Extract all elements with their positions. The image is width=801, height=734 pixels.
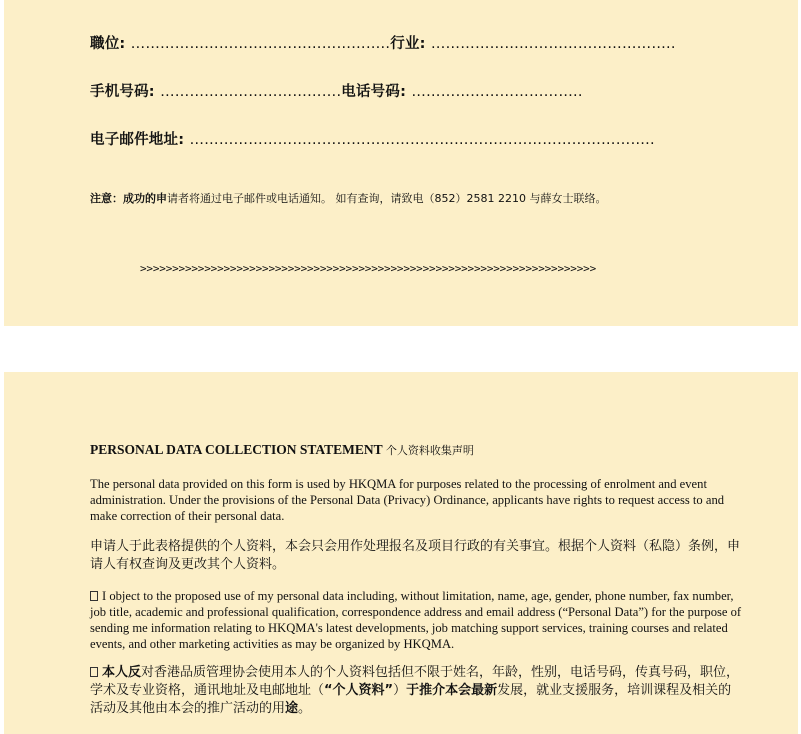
object-option-cn [90,664,742,718]
mobile-label: 手机号码: [90,84,155,100]
arrow-divider: >>>>>>>>>>>>>>>>>>>>>>>>>>>>>>>>>>>>>>>>>>>>>>>>>>>>>>>>>>>>>>>>>>>>>>> [140,262,597,275]
object-cn-text-4: 。 [298,701,312,716]
object-cn-bold-4: 途 [285,701,299,716]
mobile-field[interactable]: ………………………………. [160,84,342,100]
object-option-en [90,588,742,652]
phone-label: 电话号码: [341,84,407,100]
notice-text [90,190,606,206]
position-industry-row [90,32,676,53]
object-cn-bold-3: 于推介本会最新 [406,683,498,698]
industry-label: 行业: [390,36,426,52]
email-field[interactable]: ………………………………………………………………………………….. [189,132,655,148]
statement-paragraph-en: The personal data provided on this form is used by HKQMA for purposes related to the processing of enrolment and event administration. Under the provisions of the Personal Data (Privacy) Ordinance, applicants have rights to request access to and make correction of their personal data. [90,477,725,523]
email-label: 电子邮件地址: [90,132,185,148]
object-cn-text-1: 对香港品质管理协会使用本人的个人资料包括但不限于姓名，年龄，性别，电话号码，传真号码，职位，学术及专业资格，通讯地址及电邮地址（ [90,665,740,698]
statement-title-cn: 个人资料收集声明 [385,444,474,457]
notice-prefix: 注意：成功的申 [90,192,167,205]
object-cn-bold-1: 本人反 [102,665,142,680]
object-en-text: I object to the proposed use of my personal data including, without limitation, name, age, gender, phone number, fax number, job title, academic and professional qualification, correspondence address and email address (“Personal Data”) for the purpose of sending me information relating to HKQMA's latest developments, job matching support services, training courses and related events, and other marketing activities as may be organized by HKQMA. [90,589,742,651]
email-row [90,128,655,149]
position-field[interactable]: …………………………………………….. [130,36,391,52]
statement-page [4,372,798,734]
statement-paragraph-cn: 申请人于此表格提供的个人资料，本会只会用作处理报名及项目行政的有关事宜。根据个人资料（私隐）条例，申请人有权查询及更改其个人资料。 [90,539,741,572]
object-en-checkbox[interactable] [90,591,98,601]
form-page-top [4,0,798,326]
object-cn-text-3: 发展，就业支援服务，培训课程及相关的活动及其他由本会的推广活动的用 [90,683,732,716]
notice-body: 请者将通过电子邮件或电话通知。 如有查询，请致电（852）2581 2210 与薛女士联络。 [167,192,607,205]
position-label: 職位: [90,36,126,52]
phone-field[interactable]: …………………………….. [411,84,583,100]
mobile-phone-row [90,80,583,101]
statement-heading [90,442,474,458]
statement-title: PERSONAL DATA COLLECTION STATEMENT [90,442,383,457]
object-cn-text-2: ） [393,683,407,698]
object-cn-bold-2: “个人资料” [324,683,394,698]
industry-field[interactable]: ………………………………………….. [430,36,676,52]
object-cn-checkbox[interactable] [90,667,98,677]
